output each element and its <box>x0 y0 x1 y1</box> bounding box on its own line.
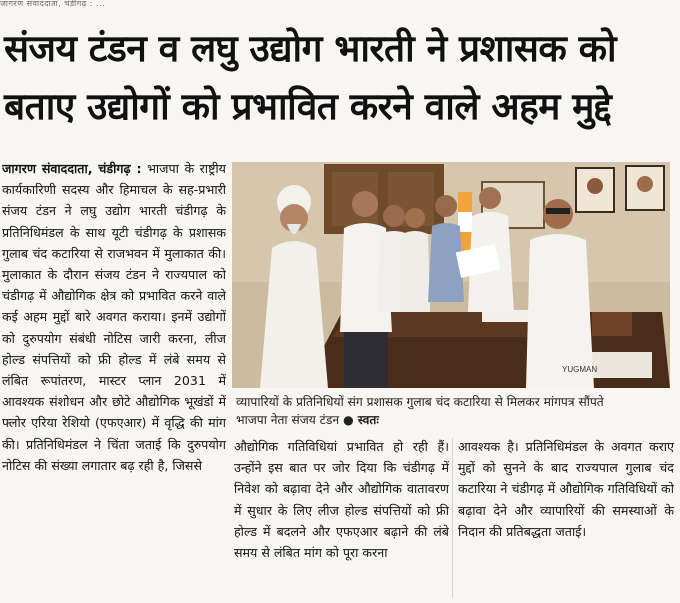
article-text-col2: औद्योगिक गतिविधियां प्रभावित हो रही हैं। उन्होंने इस बात पर जोर दिया कि चंडीगढ़ में निवेश को बढ़ावा देने और औद्योगिक वातावरण में सुधार के लिए लीज होल्ड संपत्तियों को फ्री होल्ड में बदलने और एफएआर बढ़ाने की लंबे समय से लंबित मांग को पूरा करना <box>234 439 449 561</box>
article-column-2 <box>234 436 449 603</box>
headline <box>4 20 676 136</box>
nameplate-text: YUGMAN <box>562 365 598 374</box>
dateline: जागरण संवाददाता, चंडीगढ़ : <box>2 161 142 176</box>
clipped-previous-column-strip: जागरण संवाददाता, चंडीगढ़ : ... <box>0 0 106 8</box>
column-divider <box>452 438 453 598</box>
article-column-3 <box>458 436 674 603</box>
photo-caption <box>236 393 676 429</box>
caption-line-2-text: भाजपा नेता संजय टंडन <box>236 413 340 427</box>
photo-credit: ● स्वतः <box>343 413 379 427</box>
article-column-1 <box>2 158 226 603</box>
headline-line-2: बताए उद्योगों को प्रभावित करने वाले अहम मुद्दे <box>4 85 612 128</box>
headline-line-1: संजय टंडन व लघु उद्योग भारती ने प्रशासक को <box>4 27 617 70</box>
article-text-col1: भाजपा के राष्ट्रीय कार्यकारिणी सदस्य और हिमाचल के सह-प्रभारी संजय टंडन ने लघु उद्योग भारती चंडीगढ़ के प्रतिनिधिमंडल के साथ यूटी चंडीगढ़ के प्रशासक गुलाब चंद कटारिया से राजभवन में मुलाकात की। मुलाकात के दौरान संजय टंडन ने राज्यपाल को चंडीगढ़ में औद्योगिक क्षेत्र को प्रभावित करने वाले कई अहम मुद्दों बारे अवगत कराया। इनमें उद्योगों को दुरुपयोग संबंधी नोटिस जारी करना, लीज होल्ड संपत्तियों को फ्री होल्ड में लंबे समय से लंबित रूपांतरण, मास्टर प्लान 2031 में आवश्यक संशोधन और छोटे औद्योगिक भूखंडों में फ्लोर एरिया रेशियो (एफएआर) में वृद्धि की मांग की। प्रतिनिधिमंडल ने चिंता जताई कि दुरुपयोग नोटिस की संख्या लगातार बढ़ रही है, जिससे <box>2 161 226 473</box>
caption-line-1: व्यापारियों के प्रतिनिधियों संग प्रशासक गुलाब चंद कटारिया से मिलकर मांगपत्र सौंपते <box>236 395 604 409</box>
article-text-col3: आवश्यक है। प्रतिनिधिमंडल के अवगत कराए मुद्दों को सुनने के बाद राज्यपाल गुलाब चंद कटारिया ने चंडीगढ़ में औद्योगिक गतिविधियों को बढ़ावा देने और व्यापारियों की समस्याओं के निदान की प्रतिबद्धता जताई। <box>458 439 674 539</box>
caption-line-2 <box>236 411 676 429</box>
news-photo <box>232 162 670 388</box>
photo-illustration <box>232 162 670 388</box>
